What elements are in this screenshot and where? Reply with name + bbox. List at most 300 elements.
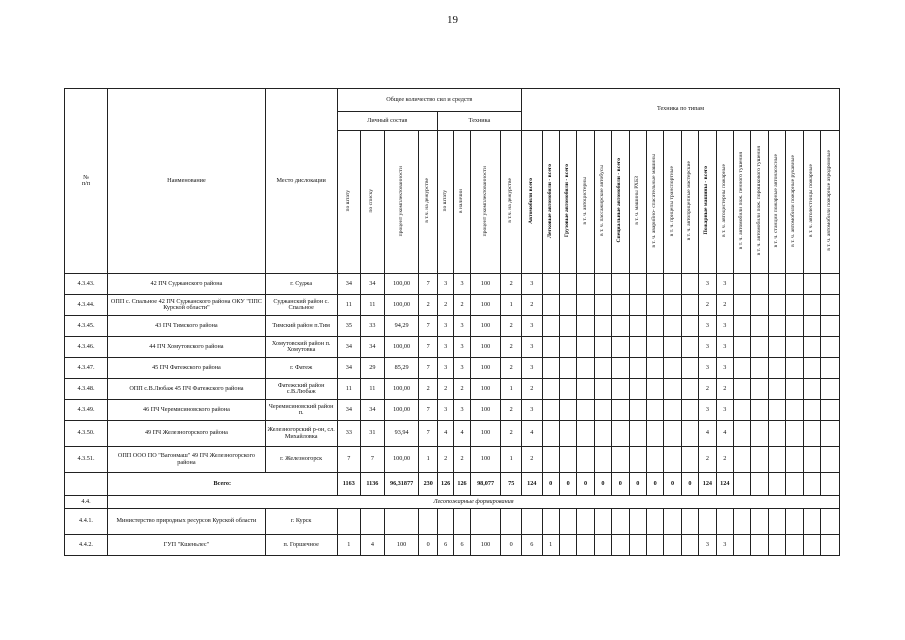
- type-value: [733, 274, 750, 295]
- type-value: [664, 316, 681, 337]
- type-value: [612, 535, 629, 556]
- type-value: [594, 295, 611, 316]
- personnel-value: 34: [337, 337, 361, 358]
- tech-value: 2: [454, 379, 470, 400]
- row-place: Хомутовский район п. Хомутовка: [265, 337, 337, 358]
- type-value: [612, 337, 629, 358]
- tech-value: 100: [470, 274, 501, 295]
- tech-value: 100: [470, 447, 501, 473]
- type-value: [577, 509, 594, 535]
- header-tech-col: [454, 131, 470, 274]
- type-value: [733, 379, 750, 400]
- type-value: [612, 421, 629, 447]
- total-type: [803, 473, 820, 496]
- type-value: 4: [716, 421, 733, 447]
- header-types-group: Техника по типам: [522, 89, 840, 131]
- type-value: [733, 447, 750, 473]
- type-value: [681, 337, 698, 358]
- tech-value: [437, 509, 453, 535]
- type-value: [559, 379, 576, 400]
- total-personnel: 230: [419, 473, 437, 496]
- type-value: [646, 379, 663, 400]
- type-value: [664, 274, 681, 295]
- row-name: ОПП с. Спальное 42 ПЧ Суджанского района ОКУ "ППС Курской области": [108, 295, 266, 316]
- tech-value: 4: [437, 421, 453, 447]
- total-row: [65, 473, 840, 496]
- personnel-value: 100,00: [384, 447, 419, 473]
- type-value: [577, 421, 594, 447]
- total-type: 0: [577, 473, 594, 496]
- type-value: [751, 274, 768, 295]
- row-number: 4.3.43.: [65, 274, 108, 295]
- type-value: [751, 421, 768, 447]
- type-value: [751, 358, 768, 379]
- total-personnel: 1163: [337, 473, 361, 496]
- tech-value: 1: [501, 447, 522, 473]
- type-value: [821, 447, 840, 473]
- header-col-label: по штату: [441, 189, 448, 212]
- type-value: [681, 400, 698, 421]
- row-place: Фатежский район с.В.Любаж: [265, 379, 337, 400]
- header-forces-group: Общее количество сил и средств: [337, 89, 521, 112]
- header-place: Место дислокации: [265, 89, 337, 274]
- total-type: [751, 473, 768, 496]
- type-value: [612, 509, 629, 535]
- type-value: [542, 509, 559, 535]
- type-value: [768, 535, 785, 556]
- type-value: [803, 358, 820, 379]
- type-value: [733, 535, 750, 556]
- tech-value: 3: [437, 316, 453, 337]
- header-col-label: в т. ч. станции пожарные автонасосные: [773, 153, 780, 248]
- type-value: 3: [522, 316, 542, 337]
- type-value: [559, 421, 576, 447]
- type-value: [821, 337, 840, 358]
- type-value: 3: [522, 274, 542, 295]
- total-tech: 75: [501, 473, 522, 496]
- type-value: [646, 509, 663, 535]
- type-value: [751, 509, 768, 535]
- header-col-label: в т. ч. пассажирские автобусы: [598, 165, 605, 237]
- tech-value: 100: [470, 316, 501, 337]
- header-col-label: в т. ч. автомобили пожарные аэродромные: [826, 150, 833, 252]
- type-value: [786, 535, 803, 556]
- type-value: [733, 509, 750, 535]
- tech-value: 100: [470, 337, 501, 358]
- type-value: [594, 358, 611, 379]
- tech-value: [454, 509, 470, 535]
- table-row: [65, 400, 840, 421]
- type-value: [803, 400, 820, 421]
- type-value: [577, 358, 594, 379]
- table-row: [65, 535, 840, 556]
- header-col-label: в т. ч. автомобили пож. порошкового тушения: [755, 146, 762, 256]
- type-value: [577, 337, 594, 358]
- type-value: [786, 274, 803, 295]
- type-value: [821, 358, 840, 379]
- header-tech-col: [501, 131, 522, 274]
- personnel-value: 100: [384, 535, 419, 556]
- personnel-value: 11: [361, 295, 385, 316]
- row-place: Железногорский р-он, сл. Михайловка: [265, 421, 337, 447]
- type-value: [559, 295, 576, 316]
- type-value: [786, 358, 803, 379]
- type-value: 3: [522, 358, 542, 379]
- type-value: [594, 274, 611, 295]
- tech-value: 2: [501, 337, 522, 358]
- type-value: 3: [716, 274, 733, 295]
- tech-value: 2: [437, 295, 453, 316]
- type-value: [664, 509, 681, 535]
- row-place: п. Горшечное: [265, 535, 337, 556]
- row-number: 4.3.46.: [65, 337, 108, 358]
- header-type-col: [577, 131, 594, 274]
- type-value: [786, 421, 803, 447]
- tech-value: 100: [470, 358, 501, 379]
- tech-value: 2: [501, 400, 522, 421]
- row-place: Тимский район п.Тим: [265, 316, 337, 337]
- row-number: 4.3.48.: [65, 379, 108, 400]
- type-value: [559, 274, 576, 295]
- header-type-col: [594, 131, 611, 274]
- personnel-value: 100,00: [384, 274, 419, 295]
- row-number: 4.3.51.: [65, 447, 108, 473]
- type-value: [821, 274, 840, 295]
- type-value: [646, 421, 663, 447]
- row-name: 42 ПЧ Суджанского района: [108, 274, 266, 295]
- row-number: 4.3.47.: [65, 358, 108, 379]
- type-value: [786, 316, 803, 337]
- header-col-label: в т. ч. автомобили пожарные рукавные: [790, 154, 797, 247]
- personnel-value: 7: [337, 447, 361, 473]
- type-value: [716, 509, 733, 535]
- type-value: 3: [522, 400, 542, 421]
- type-value: [559, 509, 576, 535]
- header-col-label: в т.ч. на дежурстве: [424, 178, 431, 224]
- tech-value: 2: [501, 274, 522, 295]
- personnel-value: 34: [361, 400, 385, 421]
- total-type: 0: [594, 473, 611, 496]
- row-name: 45 ПЧ Фатежского района: [108, 358, 266, 379]
- personnel-value: 34: [361, 337, 385, 358]
- header-type-col: [733, 131, 750, 274]
- type-value: [646, 447, 663, 473]
- forces-table: [64, 88, 840, 556]
- type-value: [681, 535, 698, 556]
- personnel-value: 34: [361, 274, 385, 295]
- type-value: [612, 295, 629, 316]
- row-name: ОПП с.В.Любаж 45 ПЧ Фатежского района: [108, 379, 266, 400]
- type-value: [629, 295, 646, 316]
- type-value: [646, 274, 663, 295]
- tech-value: 100: [470, 421, 501, 447]
- type-value: 2: [522, 447, 542, 473]
- type-value: [664, 535, 681, 556]
- type-value: 4: [699, 421, 716, 447]
- type-value: [733, 337, 750, 358]
- type-value: [577, 400, 594, 421]
- type-value: [594, 509, 611, 535]
- personnel-value: 0: [419, 535, 437, 556]
- header-personnel-col: [384, 131, 419, 274]
- type-value: [681, 358, 698, 379]
- personnel-value: 35: [337, 316, 361, 337]
- type-value: 1: [542, 535, 559, 556]
- header-col-label: Специальные автомобили - всего: [616, 158, 623, 244]
- header-col-label: по штату: [344, 189, 351, 212]
- header-type-col: [629, 131, 646, 274]
- personnel-value: 11: [337, 379, 361, 400]
- type-value: [542, 295, 559, 316]
- row-number: 4.3.44.: [65, 295, 108, 316]
- total-tech: 126: [454, 473, 470, 496]
- tech-value: 3: [454, 337, 470, 358]
- total-type: 0: [629, 473, 646, 496]
- type-value: [821, 295, 840, 316]
- tech-value: 2: [454, 295, 470, 316]
- type-value: [542, 337, 559, 358]
- type-value: [612, 400, 629, 421]
- personnel-value: 7: [361, 447, 385, 473]
- tech-value: 6: [454, 535, 470, 556]
- tech-value: 2: [454, 447, 470, 473]
- total-type: 124: [699, 473, 716, 496]
- type-value: [681, 316, 698, 337]
- row-place: Черемисиновский район п.: [265, 400, 337, 421]
- tech-value: 3: [437, 400, 453, 421]
- type-value: [559, 337, 576, 358]
- tech-value: 3: [437, 358, 453, 379]
- type-value: [664, 421, 681, 447]
- type-value: [733, 295, 750, 316]
- row-number: 4.3.50.: [65, 421, 108, 447]
- header-type-col: [646, 131, 663, 274]
- tech-value: 2: [501, 316, 522, 337]
- type-value: [786, 447, 803, 473]
- header-col-label: Легковые автомобили - всего: [546, 163, 553, 238]
- tech-value: 100: [470, 535, 501, 556]
- tech-value: 2: [501, 358, 522, 379]
- personnel-value: 93,94: [384, 421, 419, 447]
- row-place: г. Суджа: [265, 274, 337, 295]
- header-type-col: [522, 131, 542, 274]
- type-value: 2: [716, 379, 733, 400]
- type-value: [612, 447, 629, 473]
- total-type: 0: [646, 473, 663, 496]
- total-personnel: 1136: [361, 473, 385, 496]
- header-personnel-col: [337, 131, 361, 274]
- header-col-label: процент укомплектованности: [481, 165, 488, 236]
- type-value: [768, 316, 785, 337]
- tech-value: 1: [501, 295, 522, 316]
- type-value: [681, 295, 698, 316]
- type-value: [664, 400, 681, 421]
- type-value: [803, 447, 820, 473]
- total-num-empty: [65, 473, 108, 496]
- personnel-value: [419, 509, 437, 535]
- type-value: [751, 337, 768, 358]
- header-col-label: процент укомплектованности: [397, 165, 404, 236]
- type-value: [821, 316, 840, 337]
- header-type-col: [681, 131, 698, 274]
- type-value: [646, 337, 663, 358]
- type-value: [629, 421, 646, 447]
- type-value: [803, 509, 820, 535]
- type-value: [786, 509, 803, 535]
- type-value: [542, 421, 559, 447]
- type-value: [803, 337, 820, 358]
- type-value: [577, 274, 594, 295]
- type-value: [594, 316, 611, 337]
- header-col-label: Автомобили всего: [527, 177, 534, 224]
- personnel-value: 34: [337, 358, 361, 379]
- tech-value: 100: [470, 295, 501, 316]
- total-label: Всего:: [108, 473, 338, 496]
- table-row: [65, 421, 840, 447]
- personnel-value: 100,00: [384, 400, 419, 421]
- type-value: [612, 274, 629, 295]
- personnel-value: 94,29: [384, 316, 419, 337]
- type-value: 2: [716, 447, 733, 473]
- type-value: [542, 447, 559, 473]
- total-type: 124: [716, 473, 733, 496]
- total-type: 0: [559, 473, 576, 496]
- type-value: 3: [699, 400, 716, 421]
- type-value: [803, 295, 820, 316]
- type-value: [594, 400, 611, 421]
- type-value: [612, 358, 629, 379]
- type-value: [751, 447, 768, 473]
- type-value: [559, 316, 576, 337]
- type-value: [542, 274, 559, 295]
- header-type-col: [699, 131, 716, 274]
- tech-value: 3: [454, 316, 470, 337]
- type-value: [751, 295, 768, 316]
- personnel-value: 2: [419, 379, 437, 400]
- total-type: [768, 473, 785, 496]
- personnel-value: 100,00: [384, 295, 419, 316]
- type-value: 4: [522, 421, 542, 447]
- type-value: [629, 274, 646, 295]
- personnel-value: [337, 509, 361, 535]
- type-value: [699, 509, 716, 535]
- header-type-col: [768, 131, 785, 274]
- header-col-label: в т. ч. автоцистерны: [581, 176, 588, 225]
- total-type: [786, 473, 803, 496]
- tech-value: 0: [501, 535, 522, 556]
- personnel-value: 33: [361, 316, 385, 337]
- total-personnel: 96,31877: [384, 473, 419, 496]
- total-type: 0: [664, 473, 681, 496]
- type-value: [803, 274, 820, 295]
- row-number: 4.4.2.: [65, 535, 108, 556]
- type-value: [594, 337, 611, 358]
- type-value: [751, 400, 768, 421]
- row-place: г. Фатеж: [265, 358, 337, 379]
- type-value: [664, 447, 681, 473]
- type-value: [803, 421, 820, 447]
- header-type-col: [542, 131, 559, 274]
- type-value: [664, 358, 681, 379]
- row-name: Министерство природных ресурсов Курской области: [108, 509, 266, 535]
- type-value: [681, 421, 698, 447]
- type-value: 3: [716, 400, 733, 421]
- personnel-value: 11: [361, 379, 385, 400]
- type-value: [786, 337, 803, 358]
- tech-value: 3: [454, 400, 470, 421]
- type-value: [681, 509, 698, 535]
- header-col-label: в т. ч. прицепы транспортные: [668, 165, 675, 236]
- personnel-value: 4: [361, 535, 385, 556]
- header-col-label: в наличии: [458, 188, 465, 213]
- personnel-value: 7: [419, 400, 437, 421]
- type-value: 3: [716, 337, 733, 358]
- personnel-value: 33: [337, 421, 361, 447]
- type-value: 3: [699, 316, 716, 337]
- type-value: [646, 535, 663, 556]
- type-value: [594, 535, 611, 556]
- type-value: [733, 316, 750, 337]
- section-row: [65, 496, 840, 509]
- type-value: [821, 379, 840, 400]
- row-place: Суджанский район с. Спальное: [265, 295, 337, 316]
- type-value: [786, 295, 803, 316]
- tech-value: 3: [437, 274, 453, 295]
- type-value: [821, 535, 840, 556]
- type-value: [768, 337, 785, 358]
- type-value: [768, 509, 785, 535]
- type-value: [681, 379, 698, 400]
- header-tech-col: [470, 131, 501, 274]
- type-value: [786, 379, 803, 400]
- tech-value: 6: [437, 535, 453, 556]
- tech-value: 3: [454, 358, 470, 379]
- table-row: [65, 274, 840, 295]
- personnel-value: 7: [419, 337, 437, 358]
- type-value: [646, 400, 663, 421]
- type-value: [646, 316, 663, 337]
- type-value: 2: [716, 295, 733, 316]
- type-value: [664, 295, 681, 316]
- header-tech-group: Техника: [437, 112, 521, 131]
- header-name: Наименование: [108, 89, 266, 274]
- type-value: [768, 295, 785, 316]
- type-value: [594, 379, 611, 400]
- tech-value: 2: [501, 421, 522, 447]
- type-value: 2: [522, 379, 542, 400]
- tech-value: 100: [470, 379, 501, 400]
- personnel-value: 7: [419, 274, 437, 295]
- personnel-value: 34: [337, 400, 361, 421]
- type-value: [629, 316, 646, 337]
- type-value: [646, 295, 663, 316]
- header-type-col: [559, 131, 576, 274]
- type-value: [629, 535, 646, 556]
- type-value: 3: [522, 337, 542, 358]
- type-value: [751, 316, 768, 337]
- header-col-label: в т. ч. автоприцепные мастерские: [686, 161, 693, 241]
- table-row: [65, 358, 840, 379]
- type-value: [542, 400, 559, 421]
- type-value: 3: [699, 337, 716, 358]
- type-value: [664, 379, 681, 400]
- table-row: [65, 337, 840, 358]
- type-value: [577, 447, 594, 473]
- personnel-value: 2: [419, 295, 437, 316]
- type-value: [681, 447, 698, 473]
- section-number: 4.4.: [65, 496, 108, 509]
- type-value: [542, 379, 559, 400]
